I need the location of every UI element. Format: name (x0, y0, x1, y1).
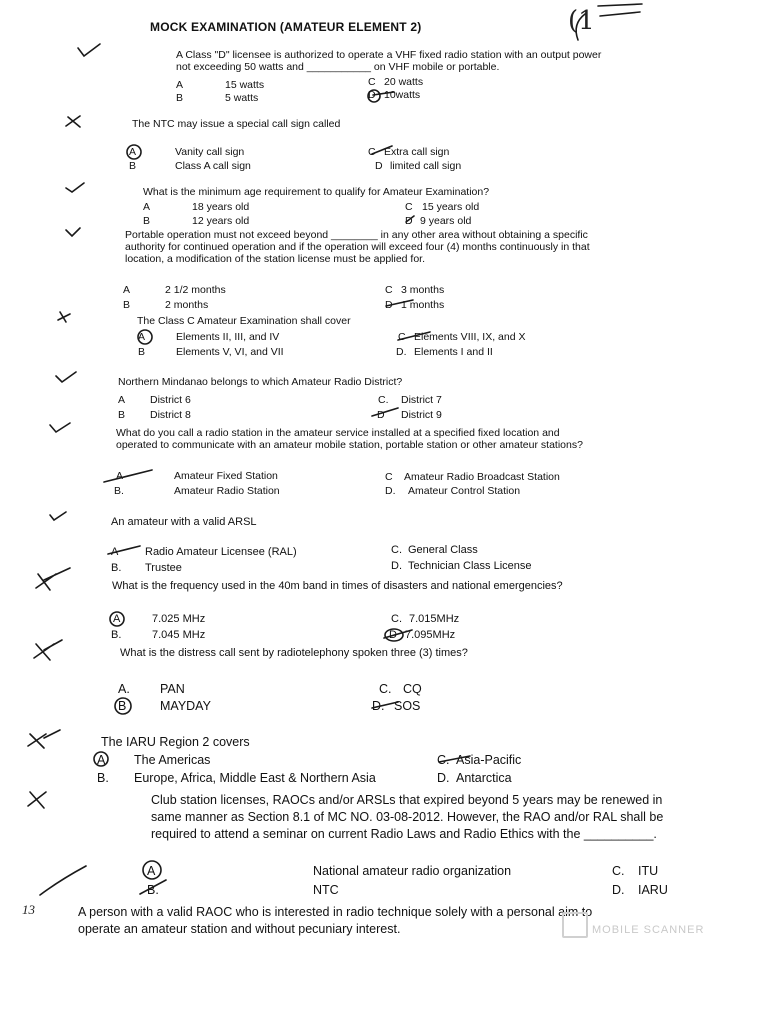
q7-option-c-key: C (385, 471, 393, 483)
question-5-text: The Class C Amateur Examination shall cover (137, 315, 351, 327)
q4-option-d-key: D (385, 299, 393, 311)
q10-option-a: PAN (160, 682, 185, 696)
q3-option-c: 15 years old (422, 201, 480, 213)
question-13-number: 13 (22, 902, 35, 917)
watermark-text: MOBILE SCANNER (592, 924, 705, 936)
q11-option-a-key: A (97, 753, 106, 767)
q6-option-b-key: B (118, 409, 126, 421)
q1-option-a-key: A (176, 79, 184, 91)
x-mark-12 (28, 792, 46, 808)
question-11-text: The IARU Region 2 covers (101, 735, 250, 749)
q1-option-d-key: D (368, 89, 376, 101)
q10-option-d-key: D. (372, 699, 385, 713)
q1-option-b: 5 watts (225, 92, 259, 104)
check-mark-3 (66, 183, 84, 192)
q1-option-c-key: C (368, 76, 376, 88)
q4-option-b-key: B (123, 299, 131, 311)
q4-option-d: 1 months (401, 299, 445, 311)
q10-option-c: CQ (403, 682, 422, 696)
q11-option-b: Europe, Africa, Middle East & Northern Asia (134, 771, 376, 785)
question-1-text: A Class "D" licensee is authorized to operate a VHF fixed radio station with an output power not exceeding 50 watts and ___________ on VHF mobile or portable. (176, 49, 602, 73)
q9-option-d: 7.095MHz (405, 629, 456, 641)
q6-option-c-key: C. (378, 394, 389, 406)
q4-option-b: 2 months (165, 299, 209, 311)
q10-option-a-key: A. (118, 682, 130, 696)
q8-option-d-key: D. (391, 560, 402, 572)
q5-option-b-key: B (138, 346, 146, 358)
q12-option-a: National amateur radio organization (313, 864, 512, 878)
x-mark-10 (34, 640, 62, 660)
q6-option-b: District 8 (150, 409, 191, 421)
q9-option-b: 7.045 MHz (152, 629, 206, 641)
q10-option-d: SOS (394, 699, 421, 713)
question-13-text: A person with a valid RAOC who is interested in radio technique solely with a personal aim to operate an amateur station and without pecuniary interest. (78, 905, 593, 936)
q7-option-b-key: B. (114, 485, 124, 497)
q6-option-a-key: A (118, 394, 126, 406)
q7-option-a: Amateur Fixed Station (174, 470, 278, 482)
q2-option-a: Vanity call sign (175, 146, 245, 158)
q9-option-d-key: D (389, 629, 397, 641)
page-title: MOCK EXAMINATION (AMATEUR ELEMENT 2) (150, 20, 422, 34)
q8-option-a: Radio Amateur Licensee (RAL) (145, 546, 297, 558)
q2-option-a-key: A (129, 146, 137, 158)
q12-option-d: IARU (638, 883, 668, 897)
q1-option-c: 20 watts (384, 76, 424, 88)
q2-option-d-key: D (375, 160, 383, 172)
check-mark-13 (40, 866, 86, 895)
q11-option-d: Antarctica (456, 771, 512, 785)
q9-option-c: 7.015MHz (409, 613, 460, 625)
q7-option-d-key: D. (385, 485, 396, 497)
check-mark-4 (66, 228, 80, 236)
q12-option-b-key: B. (147, 883, 159, 897)
question-6-text: Northern Mindanao belongs to which Amateur Radio District? (118, 376, 403, 388)
x-mark-11 (28, 730, 60, 748)
x-mark-9 (36, 568, 70, 590)
q12-option-b: NTC (313, 883, 339, 897)
q6-option-d: District 9 (401, 409, 442, 421)
q8-option-b-key: B. (111, 562, 122, 574)
q4-option-c-key: C (385, 284, 393, 296)
q11-option-a: The Americas (134, 753, 211, 767)
check-mark-6 (56, 372, 76, 382)
scanner-logo-icon (562, 912, 588, 938)
q3-option-d: 9 years old (420, 215, 472, 227)
q4-option-c: 3 months (401, 284, 445, 296)
q10-option-c-key: C. (379, 682, 392, 696)
q10-option-b: MAYDAY (160, 699, 211, 713)
q7-option-d: Amateur Control Station (408, 485, 521, 497)
q1-option-d: 10watts (384, 89, 421, 101)
q7-option-a-key: A (116, 470, 124, 482)
q3-option-d-key: D (405, 215, 413, 227)
check-mark-7 (50, 423, 70, 432)
q5-option-c: Elements VIII, IX, and X (414, 331, 526, 343)
q3-option-a: 18 years old (192, 201, 250, 213)
q5-option-a-key: A (138, 331, 146, 343)
q10-option-b-key: B (118, 699, 127, 713)
q3-option-c-key: C (405, 201, 413, 213)
q5-option-d: Elements I and II (414, 346, 493, 358)
question-8-text: An amateur with a valid ARSL (111, 516, 257, 528)
q2-option-c: Extra call sign (384, 146, 450, 158)
q9-option-b-key: B. (111, 629, 122, 641)
q8-option-b: Trustee (145, 562, 182, 574)
q6-option-d-key: D (377, 409, 385, 421)
x-mark-5 (58, 312, 70, 322)
score-stroke-mark (600, 12, 640, 16)
q4-option-a-key: A (123, 284, 131, 296)
question-7-text: What do you call a radio station in the amateur service installed at a specified fixed location and operated to communicate with an amateur mobile station, portable station or other amateur stations? (116, 427, 583, 451)
q8-option-a-key: A (111, 546, 119, 558)
q3-option-b-key: B (143, 215, 151, 227)
q7-option-c: Amateur Radio Broadcast Station (404, 471, 560, 483)
question-4-text: Portable operation must not exceed beyond ________ in any other area without obtaining a specific authority for continued operation and if the operation will exceed four (4) months continuously in that location, a modification of the station license must be applied for. (125, 229, 590, 265)
q8-option-c: General Class (408, 544, 478, 556)
score-top-mark (598, 4, 642, 6)
check-mark-1 (78, 44, 100, 56)
q11-option-c-key: C. (437, 753, 450, 767)
q11-option-c: Asia-Pacific (456, 753, 522, 767)
q1-option-a: 15 watts (225, 79, 265, 91)
question-9-text: What is the frequency used in the 40m band in times of disasters and national emergencies? (112, 580, 563, 592)
q7-strike-a (104, 470, 152, 482)
q11-option-b-key: B. (97, 771, 109, 785)
q8-option-c-key: C. (391, 544, 402, 556)
q8-option-d: Technician Class License (408, 560, 532, 572)
question-2-text: The NTC may issue a special call sign called (132, 118, 341, 130)
q12-option-d-key: D. (612, 883, 625, 897)
q2-option-d: limited call sign (390, 160, 462, 172)
q9-option-a: 7.025 MHz (152, 613, 206, 625)
q3-option-a-key: A (143, 201, 151, 213)
q5-option-c-key: C (398, 331, 406, 343)
q3-option-b: 12 years old (192, 215, 250, 227)
check-mark-8 (50, 512, 66, 520)
q4-option-a: 2 1/2 months (165, 284, 226, 296)
q6-strike-d (372, 408, 398, 416)
q1-option-b-key: B (176, 92, 184, 104)
q11-option-d-key: D. (437, 771, 450, 785)
q12-option-a-key: A (147, 864, 156, 878)
q9-option-a-key: A (113, 613, 121, 625)
q5-option-b: Elements V, VI, and VII (176, 346, 284, 358)
question-10-text: What is the distress call sent by radiotelephony spoken three (3) times? (120, 647, 468, 659)
q12-option-c-key: C. (612, 864, 625, 878)
q5-option-a: Elements II, III, and IV (176, 331, 280, 343)
q6-option-c: District 7 (401, 394, 442, 406)
q7-option-b: Amateur Radio Station (174, 485, 280, 497)
q2-option-b-key: B (129, 160, 137, 172)
handwritten-score: (1 (568, 6, 595, 36)
q5-option-d-key: D. (396, 346, 407, 358)
q6-option-a: District 6 (150, 394, 191, 406)
q12-option-c: ITU (638, 864, 659, 878)
q2-option-b: Class A call sign (175, 160, 251, 172)
q9-option-c-key: C. (391, 613, 402, 625)
q2-option-c-key: C (368, 146, 376, 158)
x-mark-2 (66, 116, 80, 127)
question-3-text: What is the minimum age requirement to qualify for Amateur Examination? (143, 186, 490, 198)
question-12-text: Club station licenses, RAOCs and/or ARSLs that expired beyond 5 years may be renewed in same manner as Section 8.1 of MC NO. 03-08-2012. However, the RAO and/or RAL shall be required to attend a seminar on current Radio Laws and Radio Ethics with the __________. (151, 793, 664, 841)
